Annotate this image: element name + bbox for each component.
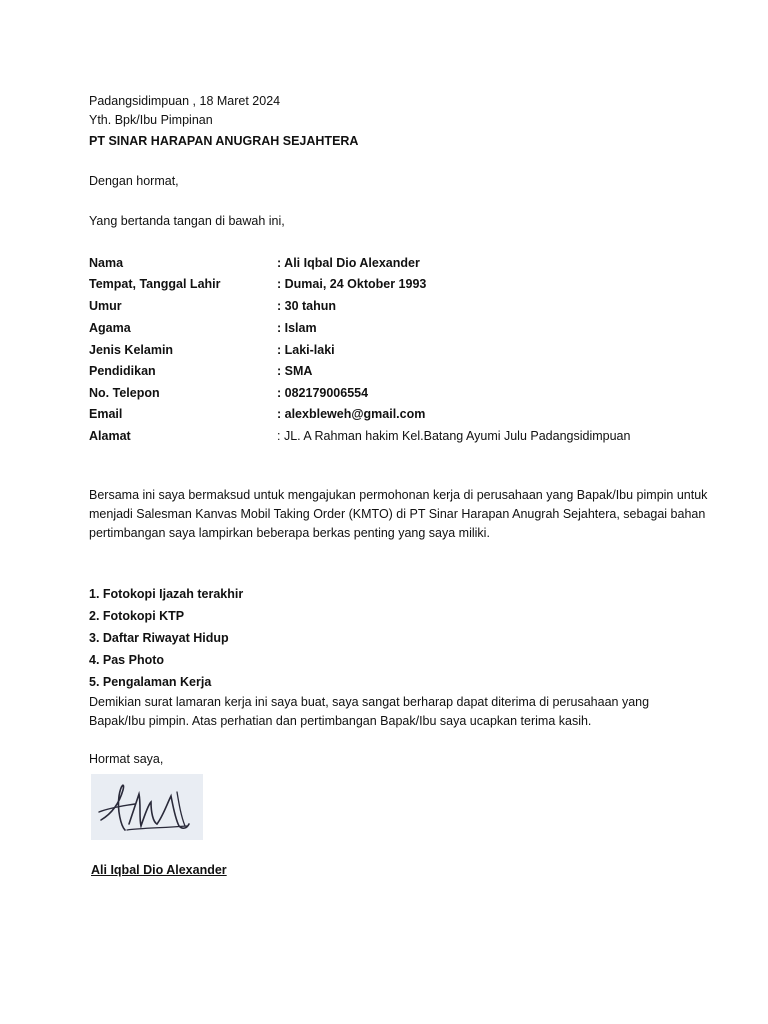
- signature-name: Ali Iqbal Dio Alexander: [91, 863, 227, 877]
- signature-scribble: [91, 774, 203, 840]
- body-line: menjadi Salesman Kanvas Mobil Taking Order (KMTO) di PT Sinar Harapan Anugrah Sejahtera, sebagai bahan: [89, 507, 706, 521]
- detail-row-religion: [89, 320, 709, 336]
- detail-value: : 30 tahun: [277, 299, 337, 313]
- detail-value: : Ali Iqbal Dio Alexander: [277, 256, 420, 270]
- closing-line: Demikian surat lamaran kerja ini saya buat, saya sangat berharap dapat diterima di perusahaan yang: [89, 695, 650, 709]
- list-item: 3. Daftar Riwayat Hidup: [89, 631, 229, 645]
- list-item: 2. Fotokopi KTP: [89, 609, 185, 623]
- detail-value: : 082179006554: [277, 386, 369, 400]
- list-item: 1. Fotokopi Ijazah terakhir: [89, 587, 244, 601]
- detail-row-email: [89, 406, 709, 422]
- detail-label: No. Telepon: [89, 386, 160, 400]
- detail-label: Umur: [89, 299, 122, 313]
- place-date: Padangsidimpuan , 18 Maret 2024: [89, 94, 281, 108]
- detail-row-address: [89, 428, 709, 444]
- detail-value: : alexbleweh@gmail.com: [277, 407, 426, 421]
- list-item: 4. Pas Photo: [89, 653, 165, 667]
- detail-row-phone: [89, 385, 709, 401]
- detail-row-age: [89, 298, 709, 314]
- sign-off: Hormat saya,: [89, 752, 164, 766]
- list-item: 5. Pengalaman Kerja: [89, 675, 212, 689]
- detail-label: Tempat, Tanggal Lahir: [89, 277, 221, 291]
- detail-value: : JL. A Rahman hakim Kel.Batang Ayumi Julu Padangsidimpuan: [277, 429, 631, 443]
- greeting: Dengan hormat,: [89, 174, 179, 188]
- detail-label: Pendidikan: [89, 364, 156, 378]
- detail-row-name: [89, 255, 709, 271]
- detail-value: : Dumai, 24 Oktober 1993: [277, 277, 427, 291]
- body-line: pertimbangan saya lampirkan beberapa berkas penting yang saya miliki.: [89, 526, 490, 540]
- recipient: Yth. Bpk/Ibu Pimpinan: [89, 113, 213, 127]
- detail-row-birth: [89, 276, 709, 292]
- signature-image: [91, 774, 203, 840]
- detail-label: Email: [89, 407, 123, 421]
- detail-value: : SMA: [277, 364, 313, 378]
- company-name: PT SINAR HARAPAN ANUGRAH SEJAHTERA: [89, 134, 359, 148]
- detail-label: Alamat: [89, 429, 131, 443]
- detail-row-education: [89, 363, 709, 379]
- detail-label: Agama: [89, 321, 131, 335]
- detail-value: : Islam: [277, 321, 317, 335]
- detail-value: : Laki-laki: [277, 343, 335, 357]
- body-line: Bersama ini saya bermaksud untuk mengajukan permohonan kerja di perusahaan yang Bapak/Ibu pimpin untuk: [89, 488, 708, 502]
- intro-text: Yang bertanda tangan di bawah ini,: [89, 214, 285, 228]
- detail-label: Nama: [89, 256, 124, 270]
- detail-label: Jenis Kelamin: [89, 343, 174, 357]
- closing-line: Bapak/Ibu pimpin. Atas perhatian dan pertimbangan Bapak/Ibu saya ucapkan terima kasih.: [89, 714, 592, 728]
- detail-row-gender: [89, 342, 709, 358]
